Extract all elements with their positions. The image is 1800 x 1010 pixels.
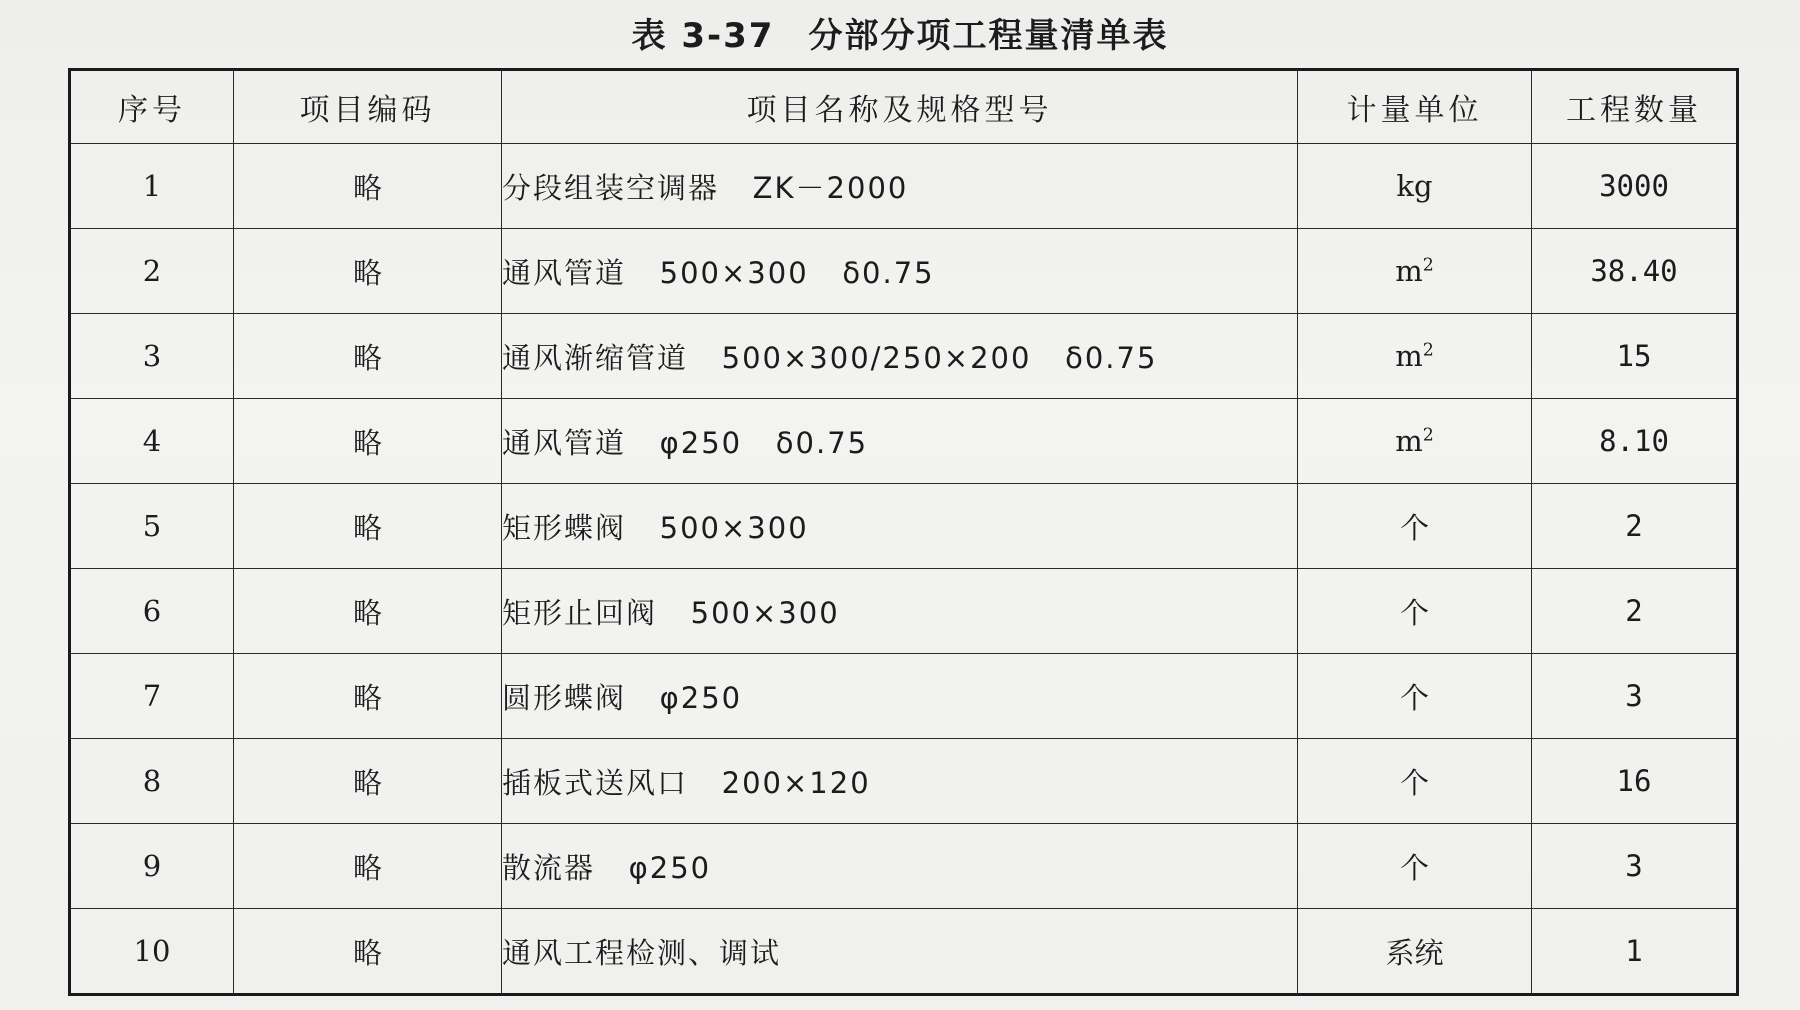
unit-superscript: 2 xyxy=(1422,340,1434,361)
cell-name: 通风管道 φ250 δ0.75 xyxy=(502,399,1298,484)
table-row xyxy=(70,824,1738,909)
table-row xyxy=(70,739,1738,824)
cell-name: 通风渐缩管道 500×300/250×200 δ0.75 xyxy=(502,314,1298,399)
cell-qty: 38.40 xyxy=(1532,229,1738,314)
cell-seq: 8 xyxy=(70,739,234,824)
table-number: 表 3-37 xyxy=(631,16,775,56)
unit-text: 个 xyxy=(1399,765,1429,800)
cell-unit xyxy=(1298,824,1532,909)
unit-text: m xyxy=(1395,339,1423,373)
table-header xyxy=(70,70,1738,144)
cell-code: 略 xyxy=(234,314,502,399)
table-row xyxy=(70,569,1738,654)
cell-name: 分段组装空调器 ZK－2000 xyxy=(502,144,1298,229)
cell-code: 略 xyxy=(234,484,502,569)
header-code: 项目编码 xyxy=(234,70,502,144)
unit-text: m xyxy=(1395,254,1423,288)
cell-code: 略 xyxy=(234,824,502,909)
header-qty: 工程数量 xyxy=(1532,70,1738,144)
cell-seq: 10 xyxy=(70,909,234,995)
cell-qty: 8.10 xyxy=(1532,399,1738,484)
cell-unit xyxy=(1298,484,1532,569)
cell-code: 略 xyxy=(234,654,502,739)
cell-qty: 3 xyxy=(1532,824,1738,909)
cell-unit xyxy=(1298,909,1532,995)
unit-text: 个 xyxy=(1399,595,1429,630)
header-name: 项目名称及规格型号 xyxy=(502,70,1298,144)
cell-code: 略 xyxy=(234,739,502,824)
header-row xyxy=(70,70,1738,144)
cell-unit xyxy=(1298,399,1532,484)
cell-qty: 3000 xyxy=(1532,144,1738,229)
unit-text: kg xyxy=(1396,169,1433,203)
cell-name: 散流器 φ250 xyxy=(502,824,1298,909)
cell-code: 略 xyxy=(234,229,502,314)
table-title-text: 分部分项工程量清单表 xyxy=(808,16,1169,56)
unit-superscript: 2 xyxy=(1422,425,1434,446)
cell-unit xyxy=(1298,144,1532,229)
cell-seq: 3 xyxy=(70,314,234,399)
cell-name: 圆形蝶阀 φ250 xyxy=(502,654,1298,739)
unit-text: 个 xyxy=(1399,850,1429,885)
table-row xyxy=(70,484,1738,569)
cell-code: 略 xyxy=(234,144,502,229)
cell-qty: 3 xyxy=(1532,654,1738,739)
cell-seq: 4 xyxy=(70,399,234,484)
cell-unit xyxy=(1298,229,1532,314)
header-seq: 序号 xyxy=(70,70,234,144)
cell-name: 矩形蝶阀 500×300 xyxy=(502,484,1298,569)
cell-name: 矩形止回阀 500×300 xyxy=(502,569,1298,654)
cell-name: 通风管道 500×300 δ0.75 xyxy=(502,229,1298,314)
table-row xyxy=(70,144,1738,229)
table-row xyxy=(70,314,1738,399)
cell-seq: 2 xyxy=(70,229,234,314)
cell-code: 略 xyxy=(234,909,502,995)
cell-unit xyxy=(1298,314,1532,399)
cell-unit xyxy=(1298,654,1532,739)
cell-seq: 9 xyxy=(70,824,234,909)
cell-qty: 15 xyxy=(1532,314,1738,399)
cell-unit xyxy=(1298,739,1532,824)
cell-code: 略 xyxy=(234,569,502,654)
cell-name: 插板式送风口 200×120 xyxy=(502,739,1298,824)
table-row xyxy=(70,909,1738,995)
cell-name: 通风工程检测、调试 xyxy=(502,909,1298,995)
cell-qty: 16 xyxy=(1532,739,1738,824)
unit-text: m xyxy=(1395,424,1423,458)
unit-text: 个 xyxy=(1399,510,1429,545)
cell-code: 略 xyxy=(234,399,502,484)
cell-qty: 1 xyxy=(1532,909,1738,995)
cell-qty: 2 xyxy=(1532,569,1738,654)
table-row xyxy=(70,399,1738,484)
table-row xyxy=(70,654,1738,739)
bill-of-quantities-table xyxy=(68,68,1739,996)
unit-text: 个 xyxy=(1399,680,1429,715)
header-unit: 计量单位 xyxy=(1298,70,1532,144)
unit-text: 系统 xyxy=(1385,935,1444,970)
cell-seq: 1 xyxy=(70,144,234,229)
table-row xyxy=(70,229,1738,314)
table-body xyxy=(70,144,1738,995)
cell-seq: 6 xyxy=(70,569,234,654)
table-title xyxy=(0,8,1800,57)
cell-unit xyxy=(1298,569,1532,654)
cell-qty: 2 xyxy=(1532,484,1738,569)
unit-superscript: 2 xyxy=(1422,255,1434,276)
cell-seq: 7 xyxy=(70,654,234,739)
cell-seq: 5 xyxy=(70,484,234,569)
